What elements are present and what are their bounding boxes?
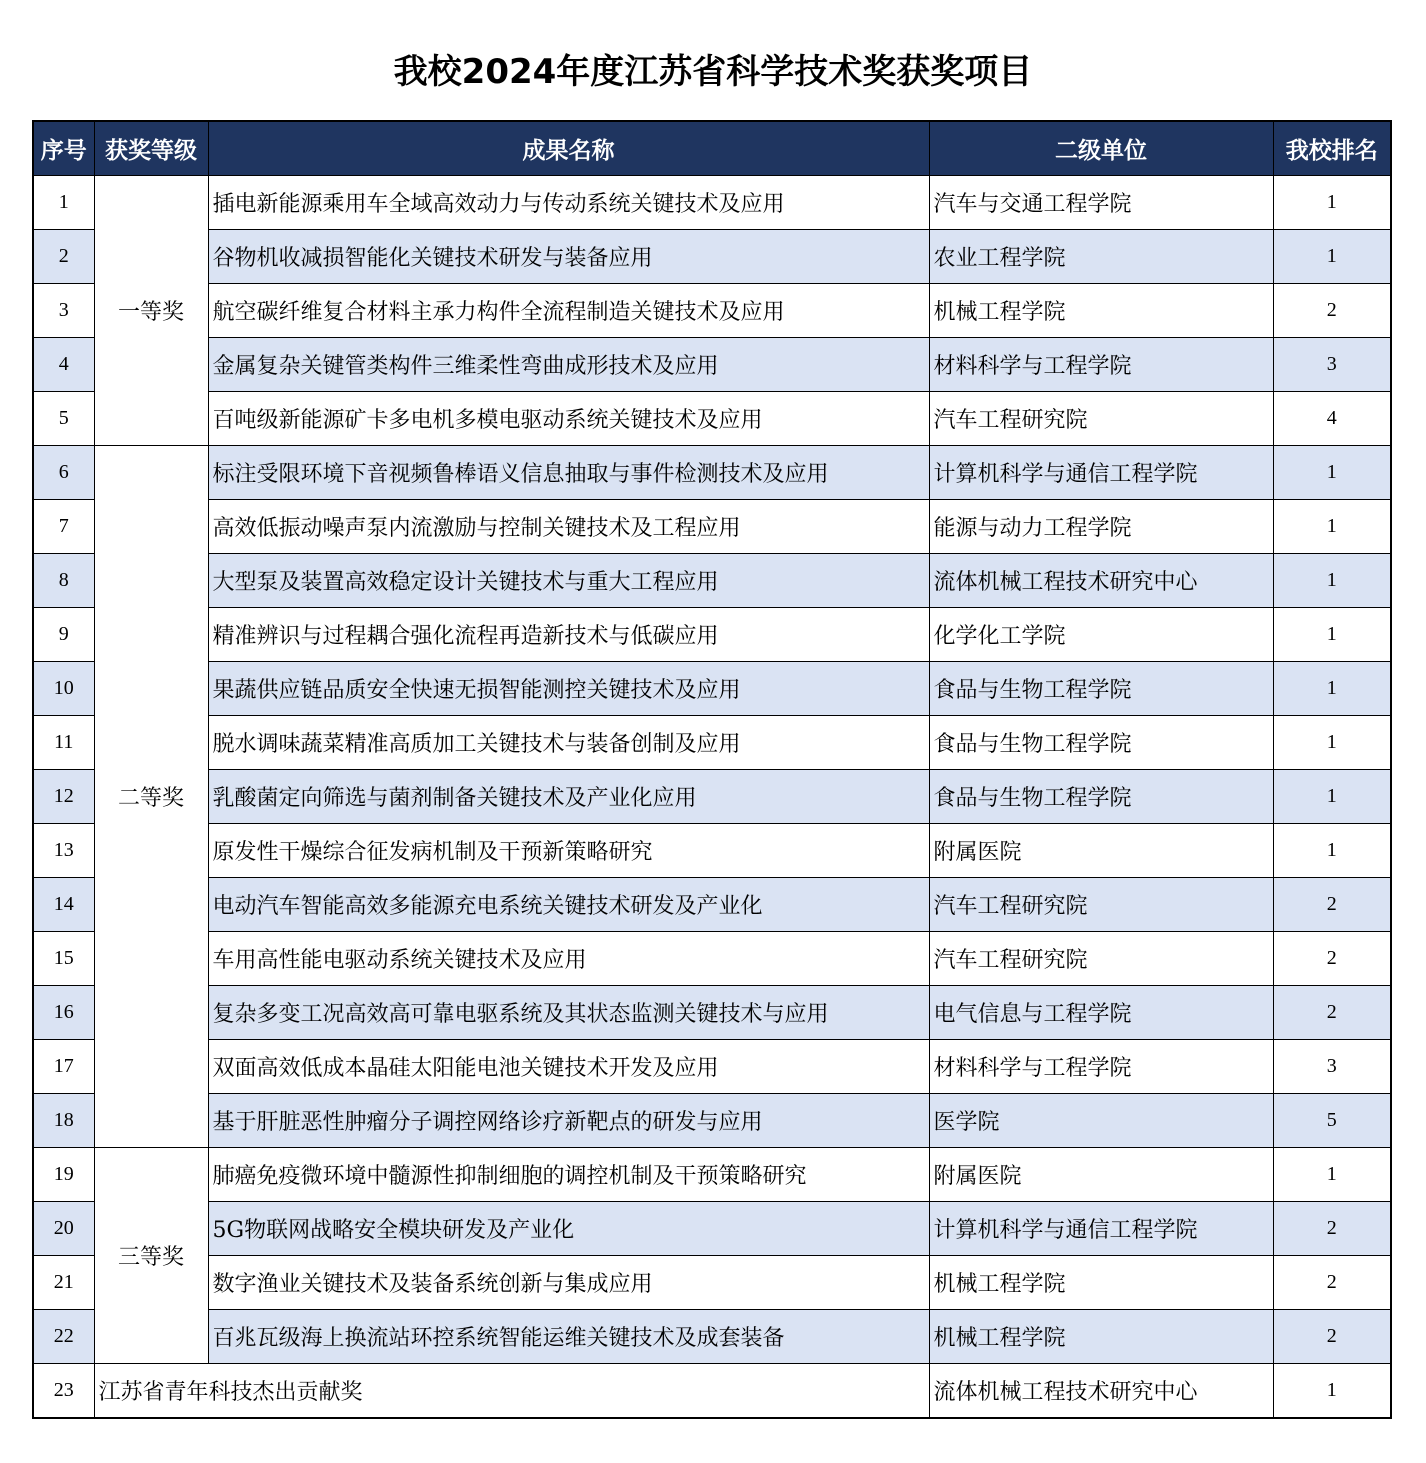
achievement-name: 肺癌免疫微环境中髓源性抑制细胞的调控机制及干预策略研究 (208, 1148, 929, 1202)
table-row (33, 554, 1391, 608)
table-row (33, 176, 1391, 230)
header-index: 序号 (33, 121, 94, 176)
rank: 1 (1273, 824, 1391, 878)
award-level-third: 三等奖 (94, 1148, 208, 1364)
rank: 2 (1273, 1256, 1391, 1310)
award-level-second: 二等奖 (94, 446, 208, 1148)
rank: 1 (1273, 176, 1391, 230)
row-index: 4 (33, 338, 94, 392)
department: 机械工程学院 (929, 284, 1273, 338)
achievement-name: 复杂多变工况高效高可靠电驱系统及其状态监测关键技术与应用 (208, 986, 929, 1040)
achievement-name: 数字渔业关键技术及装备系统创新与集成应用 (208, 1256, 929, 1310)
rank: 3 (1273, 1040, 1391, 1094)
table-row (33, 1148, 1391, 1202)
row-index: 3 (33, 284, 94, 338)
row-index: 20 (33, 1202, 94, 1256)
table-row (33, 284, 1391, 338)
table-row (33, 1310, 1391, 1364)
department: 汽车工程研究院 (929, 932, 1273, 986)
department: 汽车与交通工程学院 (929, 176, 1273, 230)
table-row (33, 230, 1391, 284)
row-index: 5 (33, 392, 94, 446)
row-index: 7 (33, 500, 94, 554)
award-level-first: 一等奖 (94, 176, 208, 446)
achievement-name: 插电新能源乘用车全域高效动力与传动系统关键技术及应用 (208, 176, 929, 230)
achievement-name: 航空碳纤维复合材料主承力构件全流程制造关键技术及应用 (208, 284, 929, 338)
header-unit: 二级单位 (929, 121, 1273, 176)
rank: 1 (1273, 1148, 1391, 1202)
rank: 2 (1273, 986, 1391, 1040)
department: 计算机科学与通信工程学院 (929, 1202, 1273, 1256)
rank: 1 (1273, 446, 1391, 500)
achievement-name: 标注受限环境下音视频鲁棒语义信息抽取与事件检测技术及应用 (208, 446, 929, 500)
table-row (33, 392, 1391, 446)
achievement-name: 高效低振动噪声泵内流激励与控制关键技术及工程应用 (208, 500, 929, 554)
table-row (33, 986, 1391, 1040)
department: 食品与生物工程学院 (929, 662, 1273, 716)
table-row (33, 608, 1391, 662)
row-index: 23 (33, 1364, 94, 1419)
header-name: 成果名称 (208, 121, 929, 176)
row-index: 15 (33, 932, 94, 986)
table-row (33, 770, 1391, 824)
department: 汽车工程研究院 (929, 392, 1273, 446)
department: 机械工程学院 (929, 1256, 1273, 1310)
rank: 1 (1273, 716, 1391, 770)
department: 食品与生物工程学院 (929, 716, 1273, 770)
achievement-name: 百吨级新能源矿卡多电机多模电驱动系统关键技术及应用 (208, 392, 929, 446)
rank: 1 (1273, 554, 1391, 608)
rank: 1 (1273, 662, 1391, 716)
table-row (33, 500, 1391, 554)
row-index: 1 (33, 176, 94, 230)
achievement-name: 电动汽车智能高效多能源充电系统关键技术研发及产业化 (208, 878, 929, 932)
rank: 1 (1273, 500, 1391, 554)
department: 流体机械工程技术研究中心 (929, 1364, 1273, 1419)
row-index: 18 (33, 1094, 94, 1148)
achievement-name: 金属复杂关键管类构件三维柔性弯曲成形技术及应用 (208, 338, 929, 392)
rank: 2 (1273, 1310, 1391, 1364)
achievement-name: 百兆瓦级海上换流站环控系统智能运维关键技术及成套装备 (208, 1310, 929, 1364)
table-row (33, 932, 1391, 986)
row-index: 22 (33, 1310, 94, 1364)
row-index: 2 (33, 230, 94, 284)
row-index: 14 (33, 878, 94, 932)
department: 机械工程学院 (929, 1310, 1273, 1364)
achievement-name: 精准辨识与过程耦合强化流程再造新技术与低碳应用 (208, 608, 929, 662)
table-row (33, 1040, 1391, 1094)
achievement-name: 脱水调味蔬菜精准高质加工关键技术与装备创制及应用 (208, 716, 929, 770)
rank: 3 (1273, 338, 1391, 392)
header-rank: 我校排名 (1273, 121, 1391, 176)
achievement-name: 原发性干燥综合征发病机制及干预新策略研究 (208, 824, 929, 878)
rank: 4 (1273, 392, 1391, 446)
table-row (33, 446, 1391, 500)
rank: 1 (1273, 608, 1391, 662)
row-index: 10 (33, 662, 94, 716)
rank: 2 (1273, 878, 1391, 932)
department: 流体机械工程技术研究中心 (929, 554, 1273, 608)
department: 附属医院 (929, 824, 1273, 878)
header-row (33, 121, 1391, 176)
row-index: 16 (33, 986, 94, 1040)
achievement-name: 大型泵及装置高效稳定设计关键技术与重大工程应用 (208, 554, 929, 608)
department: 电气信息与工程学院 (929, 986, 1273, 1040)
achievement-name: 5G物联网战略安全模块研发及产业化 (208, 1202, 929, 1256)
achievement-name: 乳酸菌定向筛选与菌剂制备关键技术及产业化应用 (208, 770, 929, 824)
department: 食品与生物工程学院 (929, 770, 1273, 824)
table-row (33, 716, 1391, 770)
achievement-name: 江苏省青年科技杰出贡献奖 (94, 1364, 929, 1419)
row-index: 17 (33, 1040, 94, 1094)
row-index: 12 (33, 770, 94, 824)
table-row (33, 662, 1391, 716)
achievement-name: 双面高效低成本晶硅太阳能电池关键技术开发及应用 (208, 1040, 929, 1094)
department: 化学化工学院 (929, 608, 1273, 662)
department: 材料科学与工程学院 (929, 338, 1273, 392)
table-row (33, 824, 1391, 878)
row-index: 6 (33, 446, 94, 500)
rank: 1 (1273, 1364, 1391, 1419)
department: 医学院 (929, 1094, 1273, 1148)
achievement-name: 车用高性能电驱动系统关键技术及应用 (208, 932, 929, 986)
rank: 2 (1273, 284, 1391, 338)
department: 附属医院 (929, 1148, 1273, 1202)
department: 农业工程学院 (929, 230, 1273, 284)
table-row (33, 1094, 1391, 1148)
row-index: 9 (33, 608, 94, 662)
table-row (33, 878, 1391, 932)
table-row (33, 1202, 1391, 1256)
rank: 1 (1273, 770, 1391, 824)
row-index: 13 (33, 824, 94, 878)
department: 材料科学与工程学院 (929, 1040, 1273, 1094)
rank: 1 (1273, 230, 1391, 284)
department: 能源与动力工程学院 (929, 500, 1273, 554)
rank: 5 (1273, 1094, 1391, 1148)
achievement-name: 基于肝脏恶性肿瘤分子调控网络诊疗新靶点的研发与应用 (208, 1094, 929, 1148)
department: 汽车工程研究院 (929, 878, 1273, 932)
department: 计算机科学与通信工程学院 (929, 446, 1273, 500)
row-index: 8 (33, 554, 94, 608)
rank: 2 (1273, 932, 1391, 986)
page-title: 我校2024年度江苏省科学技术奖获奖项目 (393, 52, 1033, 92)
row-index: 11 (33, 716, 94, 770)
table-row (33, 1256, 1391, 1310)
header-level: 获奖等级 (94, 121, 208, 176)
achievement-name: 果蔬供应链品质安全快速无损智能测控关键技术及应用 (208, 662, 929, 716)
table-row (33, 338, 1391, 392)
row-index: 19 (33, 1148, 94, 1202)
achievement-name: 谷物机收减损智能化关键技术研发与装备应用 (208, 230, 929, 284)
rank: 2 (1273, 1202, 1391, 1256)
awards-table (32, 120, 1392, 1419)
table-row (33, 1364, 1391, 1419)
row-index: 21 (33, 1256, 94, 1310)
